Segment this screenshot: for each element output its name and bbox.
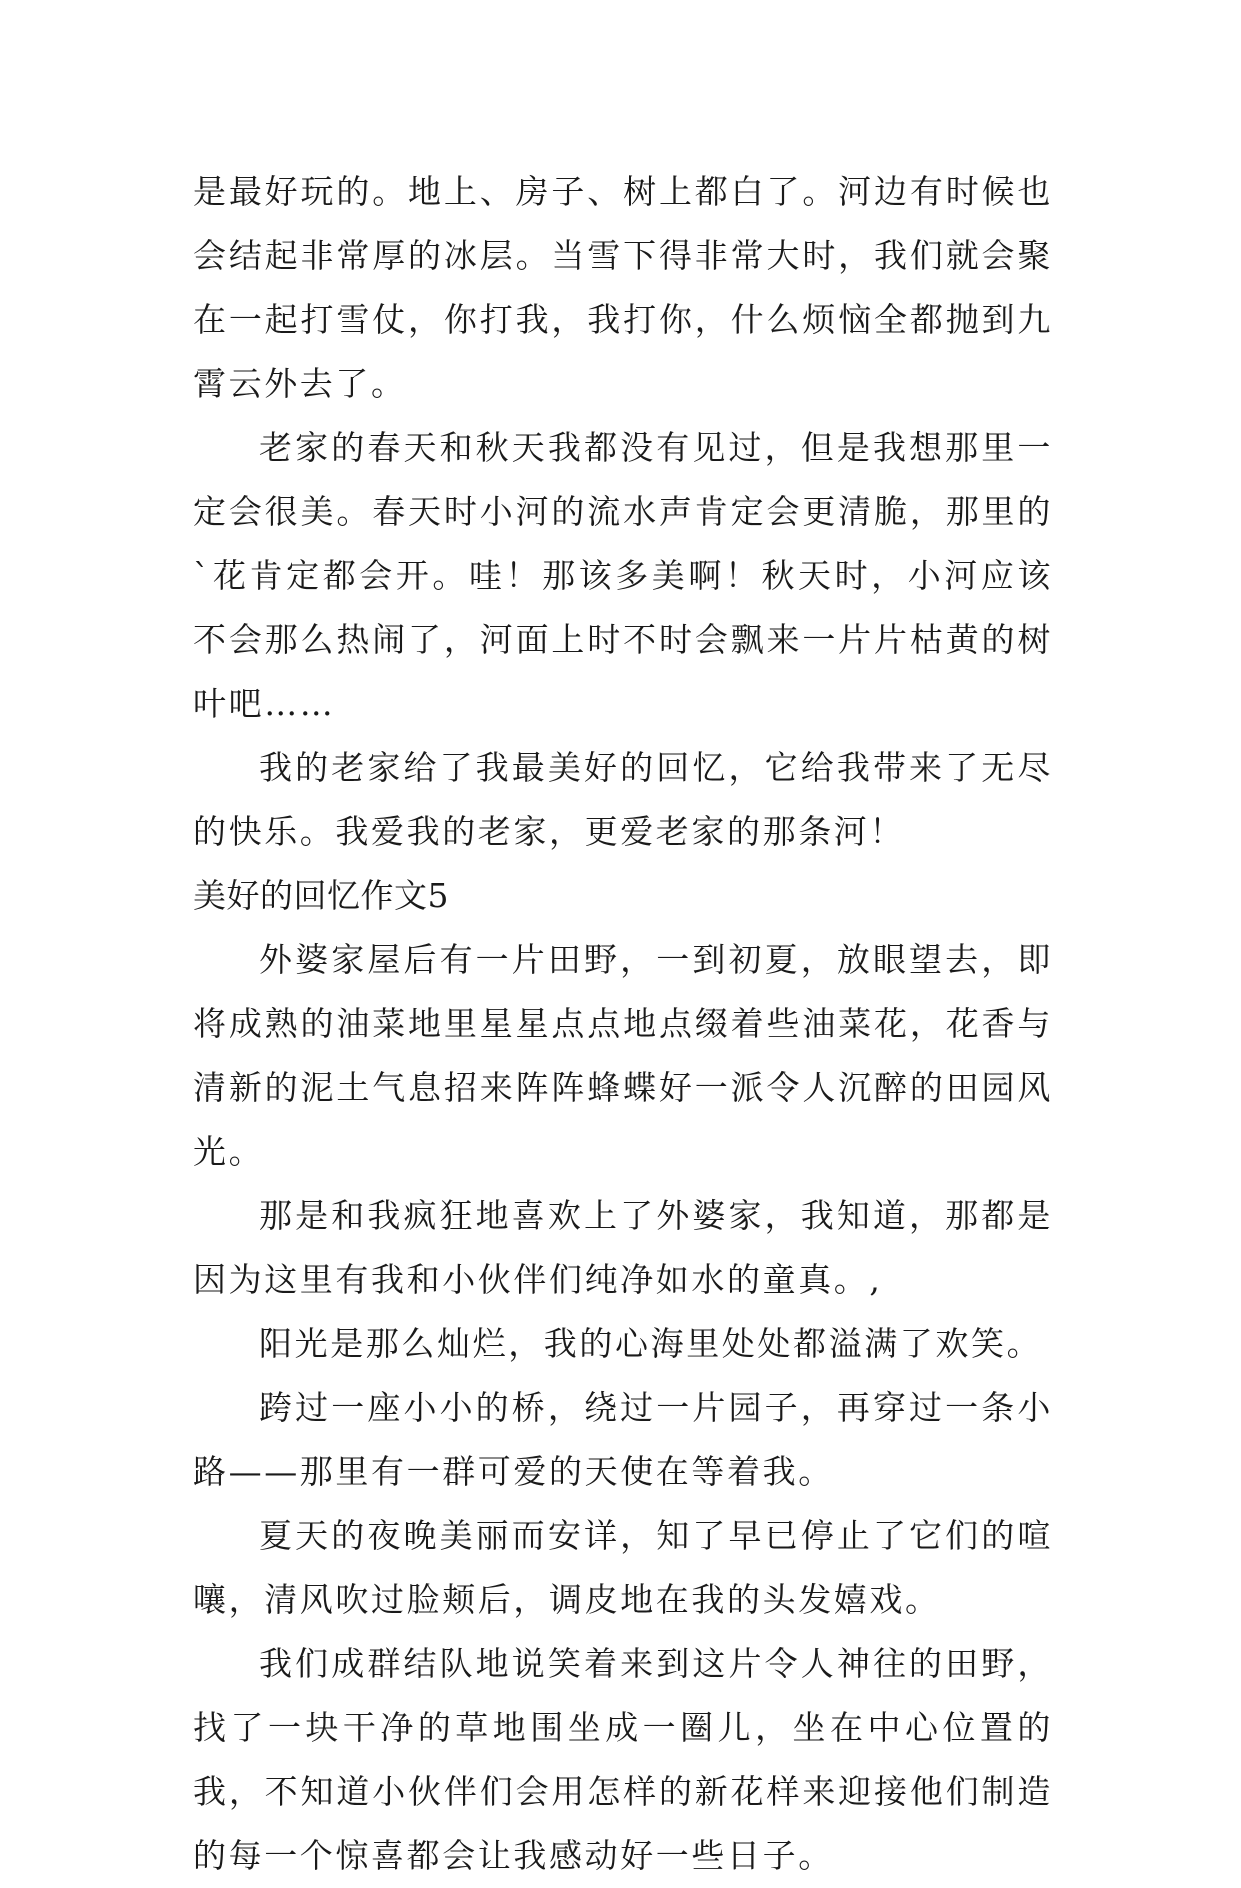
paragraph-grandma-house: 那是和我疯狂地喜欢上了外婆家，我知道，那都是因为这里有我和小伙伴们纯净如水的童真。, <box>193 1196 1053 1299</box>
section-title: 美好的回忆作文5 <box>193 876 449 915</box>
paragraph-friends: 我们成群结队地说笑着来到这片令人神往的田野，找了一块干净的草地围坐成一圈儿，坐在中心位置的我，不知道小伙伴们会用怎样的新花样来迎接他们制造的每一个惊喜都会让我感动好一些日子。 <box>193 1644 1053 1875</box>
paragraph-summer-night: 夏天的夜晚美丽而安详，知了早已停止了它们的喧嚷，清风吹过脸颊后，调皮地在我的头发嬉戏。 <box>193 1516 1053 1619</box>
paragraph-hometown-memory: 我的老家给了我最美好的回忆，它给我带来了无尽的快乐。我爱我的老家，更爱老家的那条河！ <box>193 748 1053 851</box>
paragraph-bridge: 跨过一座小小的桥，绕过一片园子，再穿过一条小路——那里有一群可爱的天使在等着我。 <box>193 1388 1053 1491</box>
paragraph-spring-autumn: 老家的春天和秋天我都没有见过，但是我想那里一定会很美。春天时小河的流水声肯定会更清脆，那里的`花肯定都会开。哇！那该多美啊！秋天时，小河应该不会那么热闹了，河面上时不时会飘来一片片枯黄的树叶吧…… <box>193 428 1053 723</box>
paragraph-snow: 是最好玩的。地上、房子、树上都白了。河边有时候也会结起非常厚的冰层。当雪下得非常大时，我们就会聚在一起打雪仗，你打我，我打你，什么烦恼全都抛到九霄云外去了。 <box>193 172 1053 403</box>
document-body <box>193 160 1053 1888</box>
paragraph-field: 外婆家屋后有一片田野，一到初夏，放眼望去，即将成熟的油菜地里星星点点地点缀着些油菜花，花香与清新的泥土气息招来阵阵蜂蝶好一派令人沉醉的田园风光。 <box>193 940 1053 1171</box>
paragraph-sunshine: 阳光是那么灿烂，我的心海里处处都溢满了欢笑。 <box>259 1324 1043 1363</box>
